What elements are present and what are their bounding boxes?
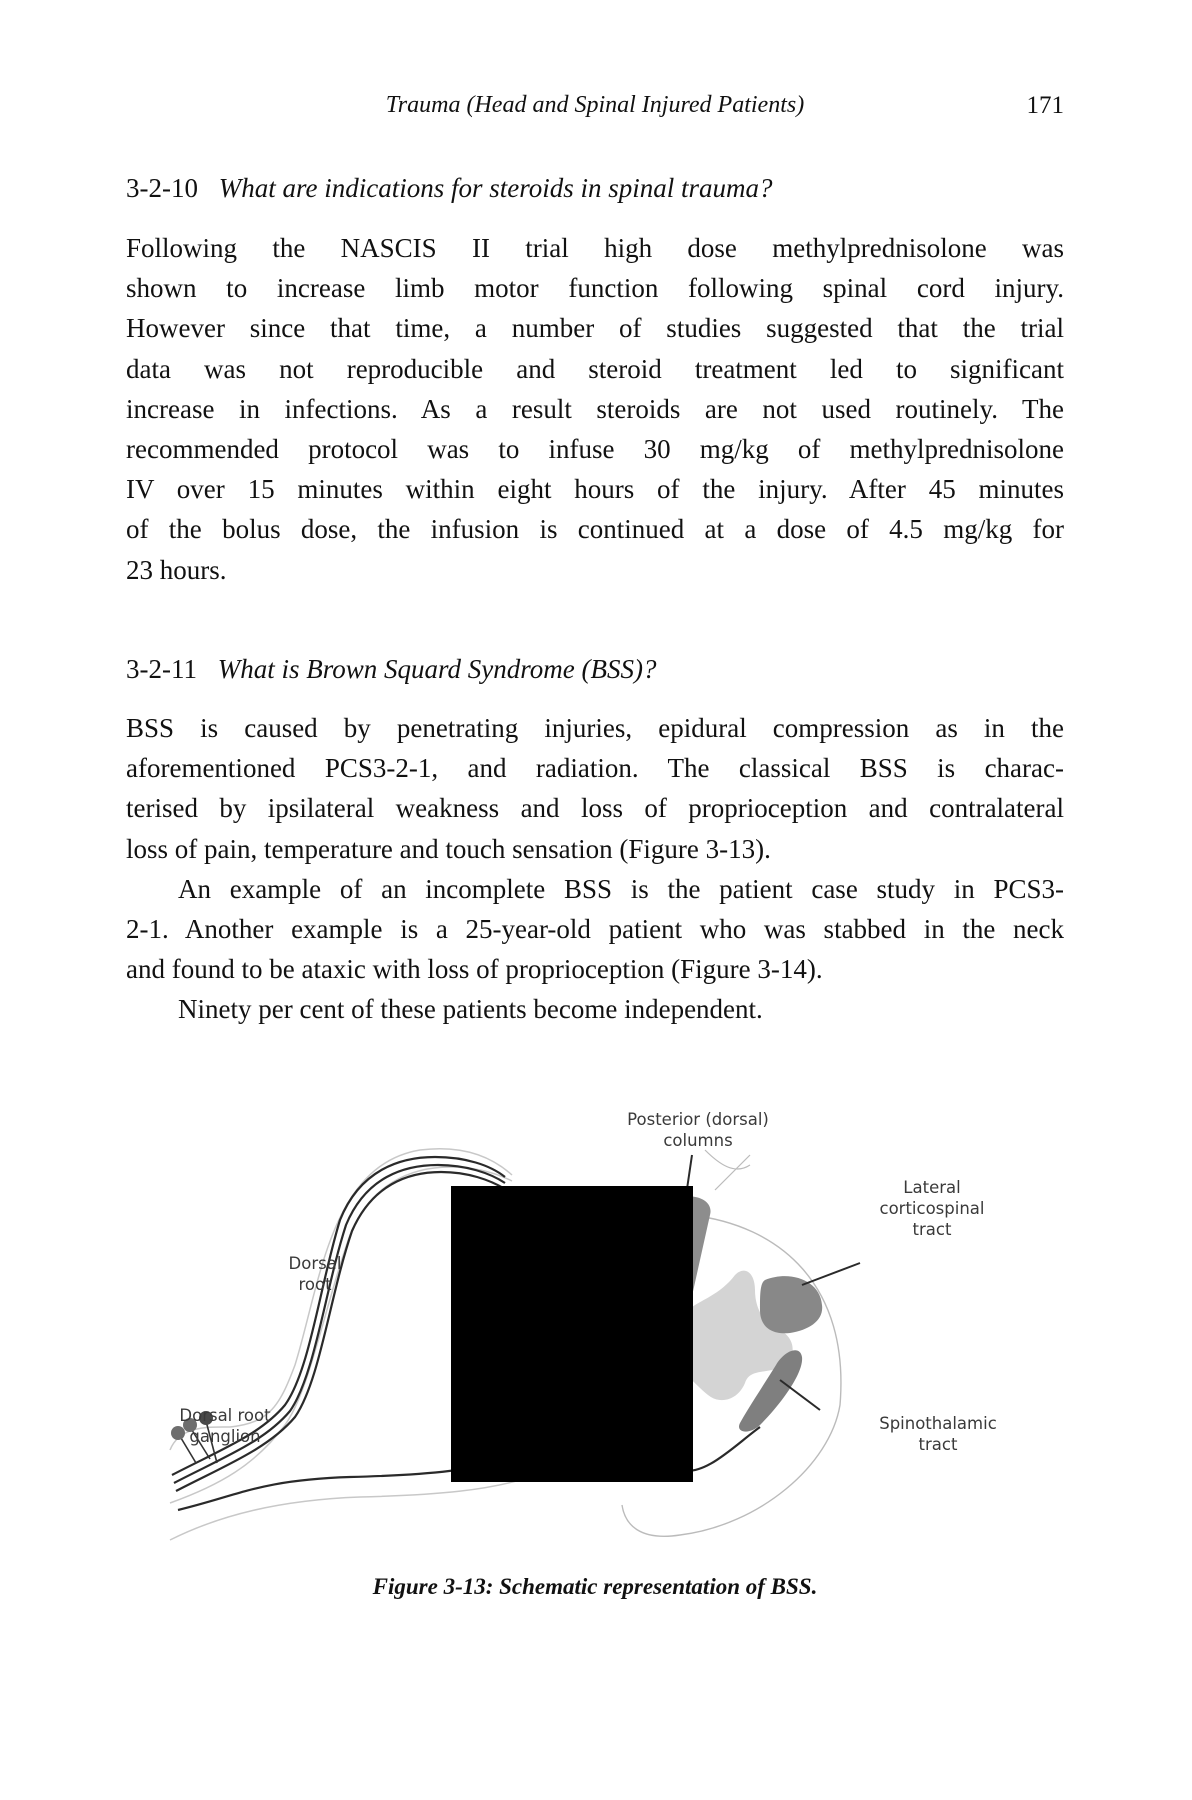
label-line: ganglion bbox=[189, 1427, 261, 1446]
text-line: and found to be ataxic with loss of proprioception (Figure 3-14). bbox=[126, 954, 823, 985]
text-line: An example of an incomplete BSS is the patient case study in PCS3- bbox=[178, 873, 1064, 904]
label-lateral-corticospinal bbox=[862, 1177, 1002, 1240]
label-line: Dorsal root bbox=[179, 1406, 271, 1425]
running-header bbox=[126, 92, 1064, 124]
text-line: BSS is caused by penetrating injuries, epidural compression as in the bbox=[126, 713, 1064, 743]
text-line: Ninety per cent of these patients become independent. bbox=[178, 994, 763, 1025]
section-number: 3-2-11 bbox=[126, 654, 197, 684]
paragraph-steroids bbox=[126, 228, 1064, 590]
section-heading-3-2-10 bbox=[126, 172, 1064, 204]
label-dorsal-root bbox=[275, 1253, 355, 1295]
label-line: Posterior (dorsal) bbox=[627, 1110, 769, 1129]
label-line: root bbox=[298, 1275, 332, 1294]
label-line: corticospinal bbox=[879, 1199, 985, 1218]
text-line: loss of pain, temperature and touch sensation (Figure 3-13). bbox=[126, 833, 771, 864]
text-line: However since that time, a number of studies suggested that the trial bbox=[126, 313, 1064, 344]
label-posterior-columns bbox=[598, 1109, 798, 1151]
redacted-region bbox=[451, 1186, 693, 1482]
text-line: IV over 15 minutes within eight hours of the injury. After 45 minutes bbox=[126, 474, 1064, 505]
text-line: Following the NASCIS II trial high dose methylprednisolone was bbox=[126, 233, 1064, 263]
label-line: Lateral bbox=[903, 1178, 961, 1197]
paragraph-bss-definition bbox=[126, 708, 1064, 1030]
text-line: of the bolus dose, the infusion is continued at a dose of 4.5 mg/kg for bbox=[126, 514, 1064, 545]
figure-bss-schematic bbox=[160, 1105, 1040, 1555]
section-number: 3-2-10 bbox=[126, 173, 198, 203]
text-line: 23 hours. bbox=[126, 554, 227, 585]
label-line: tract bbox=[912, 1220, 952, 1239]
text-line: increase in infections. As a result steroids are not used routinely. The bbox=[126, 393, 1064, 424]
label-line: columns bbox=[663, 1131, 733, 1150]
text-line: 2-1. Another example is a 25-year-old patient who was stabbed in the neck bbox=[126, 914, 1064, 945]
section-title: What is Brown Squard Syndrome (BSS)? bbox=[217, 654, 657, 684]
label-line: Spinothalamic bbox=[879, 1414, 997, 1433]
section-heading-3-2-11 bbox=[126, 653, 1064, 685]
page-number: 171 bbox=[1026, 92, 1064, 119]
text-line: terised by ipsilateral weakness and loss of proprioception and contralateral bbox=[126, 793, 1064, 824]
text-line: aforementioned PCS3-2-1, and radiation. The classical BSS is charac- bbox=[126, 753, 1064, 784]
figure-caption: Figure 3-13: Schematic representation of BSS. bbox=[372, 1574, 818, 1599]
running-title: Trauma (Head and Spinal Injured Patients) bbox=[385, 92, 805, 118]
label-dorsal-root-ganglion bbox=[170, 1405, 280, 1447]
label-line: tract bbox=[918, 1435, 958, 1454]
section-title: What are indications for steroids in spinal trauma? bbox=[218, 173, 773, 203]
label-spinothalamic bbox=[868, 1413, 1008, 1455]
text-line: data was not reproducible and steroid treatment led to significant bbox=[126, 353, 1064, 384]
text-line: shown to increase limb motor function following spinal cord injury. bbox=[126, 273, 1064, 304]
label-line: Dorsal bbox=[288, 1254, 342, 1273]
text-line: recommended protocol was to infuse 30 mg/kg of methylprednisolone bbox=[126, 434, 1064, 465]
